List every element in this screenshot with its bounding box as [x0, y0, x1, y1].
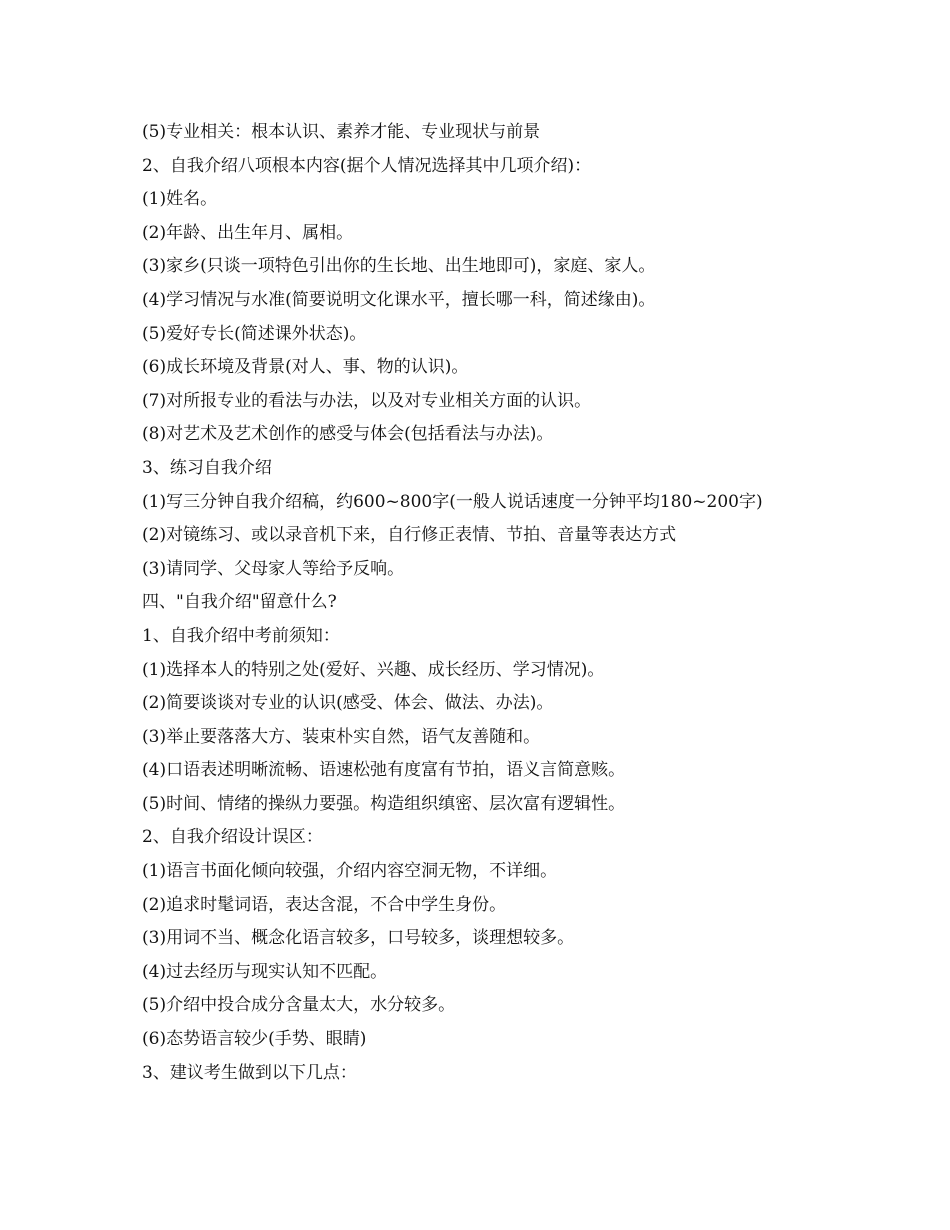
- section-heading: 3、建议考生做到以下几点：: [142, 1062, 357, 1083]
- text-line: (4)过去经历与现实认知不匹配。: [142, 961, 388, 982]
- text-line: (3)家乡(只谈一项特色引出你的生长地、出生地即可)，家庭、家人。: [142, 256, 656, 277]
- text-line: (5)专业相关：根本认识、素养才能、专业现状与前景: [142, 122, 541, 142]
- text-line: (5)介绍中投合成分含量太大，水分较多。: [142, 995, 456, 1016]
- text-line: (1)语言书面化倾向较强，介绍内容空洞无物，不详细。: [142, 861, 558, 882]
- text-line: (3)请同学、父母家人等给予反响。: [142, 558, 405, 579]
- section-heading: 1、自我介绍中考前须知：: [142, 625, 340, 646]
- text-line: (3)举止要落落大方、装束朴实自然，语气友善随和。: [142, 726, 541, 747]
- document-body: [142, 116, 842, 1090]
- text-line: (2)年龄、出生年月、属相。: [142, 222, 354, 243]
- text-line: (3)用词不当、概念化语言较多，口号较多，谈理想较多。: [142, 928, 575, 949]
- text-line: (2)追求时髦词语，表达含混，不合中学生身份。: [142, 894, 507, 915]
- text-line: (2)对镜练习、或以录音机下来，自行修正表情、节拍、音量等表达方式: [142, 525, 677, 546]
- text-line: (5)时间、情绪的操纵力要强。构造组织缜密、层次富有逻辑性。: [142, 793, 626, 814]
- text-line: (6)态势语言较少(手势、眼睛): [142, 1029, 367, 1050]
- text-line: (1)选择本人的特别之处(爱好、兴趣、成长经历、学习情况)。: [142, 659, 605, 680]
- section-heading: 2、自我介绍八项根本内容(据个人情况选择其中几项介绍)：: [142, 155, 592, 176]
- text-line: (7)对所报专业的看法与办法，以及对专业相关方面的认识。: [142, 390, 592, 411]
- text-line: (5)爱好专长(简述课外状态)。: [142, 323, 367, 344]
- text-line: (4)口语表述明晰流畅、语速松弛有度富有节拍，语义言简意赅。: [142, 760, 626, 781]
- text-line: (4)学习情况与水准(简要说明文化课水平，擅长哪一科，简述缘由)。: [142, 289, 656, 310]
- text-line: (1)姓名。: [142, 189, 218, 210]
- text-line: (6)成长环境及背景(对人、事、物的认识)。: [142, 357, 469, 378]
- section-heading: 2、自我介绍设计误区：: [142, 827, 323, 848]
- text-line: (1)写三分钟自我介绍稿，约600~800字(一般人说话速度一分钟平均180~200字): [142, 491, 763, 512]
- section-heading: 3、练习自我介绍: [142, 457, 272, 478]
- text-line: (8)对艺术及艺术创作的感受与体会(包括看法与办法)。: [142, 424, 554, 445]
- text-line: (2)简要谈谈对专业的认识(感受、体会、做法、办法)。: [142, 693, 554, 714]
- chapter-heading: 四、"自我介绍"留意什么?: [142, 592, 337, 613]
